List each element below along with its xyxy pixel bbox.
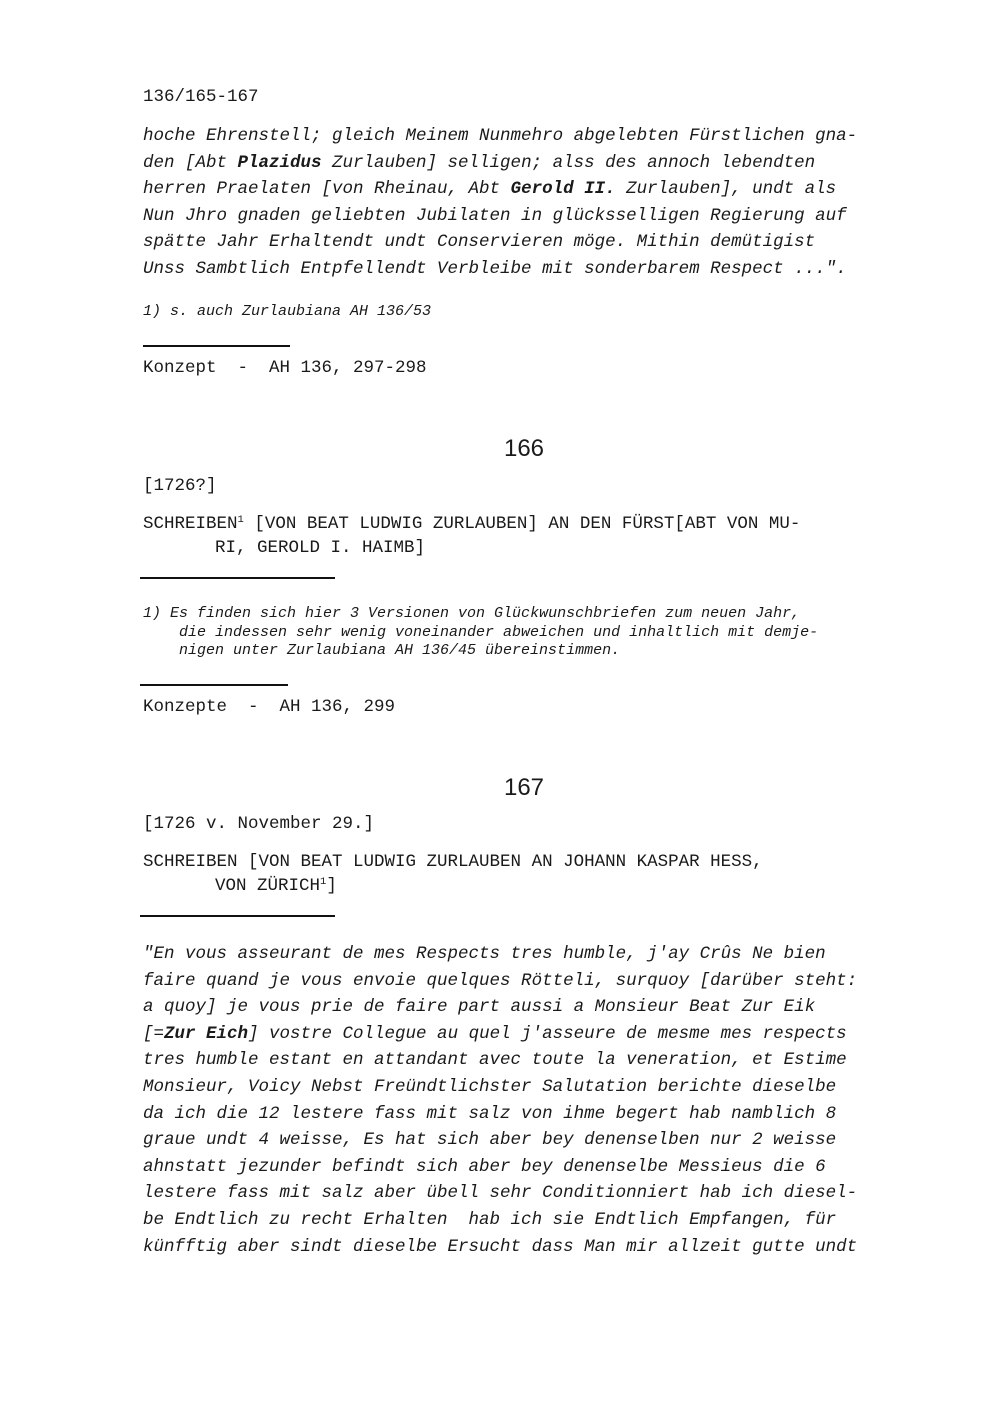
entry-167-title: SCHREIBEN [VON BEAT LUDWIG ZURLAUBEN AN JOHANN KASPAR HESS, VON ZÜRICH$^1$]	[143, 852, 763, 896]
entry-165-source: Konzept - AH 136, 297-298	[143, 358, 427, 378]
entry-165-text-line: Unss Sambtlich Entpfellendt Verbleibe mit sonderbarem Respect ...".	[143, 258, 847, 279]
entry-167-text-line: a quoy] je vous prie de faire part aussi a Monsieur Beat Zur Eik	[143, 997, 816, 1018]
footnote-separator	[140, 684, 288, 686]
entry-167-text-line: da ich die 12 lestere fass mit salz von ihme begert hab namblich 8	[143, 1103, 837, 1124]
entry-167-text-line: "En vous asseurant de mes Respects tres humble, j'ay Crûs Ne bien	[143, 944, 826, 964]
entry-167-date: [1726 v. November 29.]	[143, 814, 375, 834]
entry-167-number: 167	[503, 774, 545, 801]
entry-167-text-line: Monsieur, Voicy Nebst Freündtlichster Salutation berichte dieselbe	[143, 1076, 837, 1097]
entry-166-title: SCHREIBEN$^1$ [VON BEAT LUDWIG ZURLAUBEN] AN DEN FÜRST[ABT VON MU- RI, GEROLD I. HAIMB]	[143, 514, 801, 558]
entry-166-source: Konzepte - AH 136, 299	[143, 697, 396, 717]
entry-165-text-line: Nun Jhro gnaden geliebten Jubilaten in glücksselligen Regierung auf	[143, 205, 847, 226]
entry-165-text-line: spätte Jahr Erhaltendt undt Conservieren möge. Mithin demütigist	[143, 232, 816, 253]
entry-165-text-line: hoche Ehrenstell; gleich Meinem Nunmehro abgelebten Fürstlichen gna-	[143, 126, 858, 146]
bold-name: Zur Eich	[164, 1023, 249, 1044]
entry-166-number: 166	[503, 435, 545, 462]
title-separator	[140, 577, 335, 579]
page-reference: 136/165-167	[143, 87, 259, 107]
entry-167-text-line: künfftig aber sindt dieselbe Ersucht dass Man mir allzeit gutte undt	[143, 1236, 858, 1257]
entry-167-text-line: tres humble estant en attandant avec toute la veneration, et Estime	[143, 1050, 847, 1071]
entry-165-text	[143, 123, 857, 283]
entry-167-text-line: lestere fass mit salz aber übell sehr Conditionniert hab ich diesel-	[143, 1183, 858, 1204]
title-separator	[140, 915, 335, 917]
footnote-separator	[143, 345, 290, 347]
entry-167-text-line: faire quand je vous envoie quelques Rötteli, surquoy [darüber steht:	[143, 970, 858, 991]
entry-166-footnote: 1) Es finden sich hier 3 Versionen von Glückwunschbriefen zum neuen Jahr, die indessen sehr wenig voneinander abweichen und inhaltlich mit demje- nigen unter Zurlaubiana AH 136/45 übereinstimmen.	[143, 605, 819, 659]
entry-165-text-line: den [Abt Plazidus Zurlauben] selligen; alss des annoch lebendten	[143, 152, 816, 173]
entry-167-text-line: be Endtlich zu recht Erhalten hab ich sie Endtlich Empfangen, für	[143, 1209, 837, 1230]
entry-166-date: [1726?]	[143, 476, 217, 496]
bold-name: Plazidus	[237, 152, 322, 173]
entry-167-text-line: graue undt 4 weisse, Es hat sich aber bey denenselben nur 2 weisse	[143, 1130, 837, 1151]
entry-167-text-line: ahnstatt jezunder befindt sich aber bey denenselbe Messieus die 6	[143, 1156, 826, 1177]
entry-167-text-line: [=Zur Eich] vostre Collegue au quel j'asseure de mesme mes respects	[143, 1023, 847, 1044]
entry-165-footnote: 1) s. auch Zurlaubiana AH 136/53	[143, 303, 432, 320]
entry-165-text-line: herren Praelaten [von Rheinau, Abt Gerold II. Zurlauben], undt als	[143, 179, 837, 200]
bold-name: Gerold II.	[510, 179, 616, 200]
entry-167-text	[143, 941, 857, 1260]
